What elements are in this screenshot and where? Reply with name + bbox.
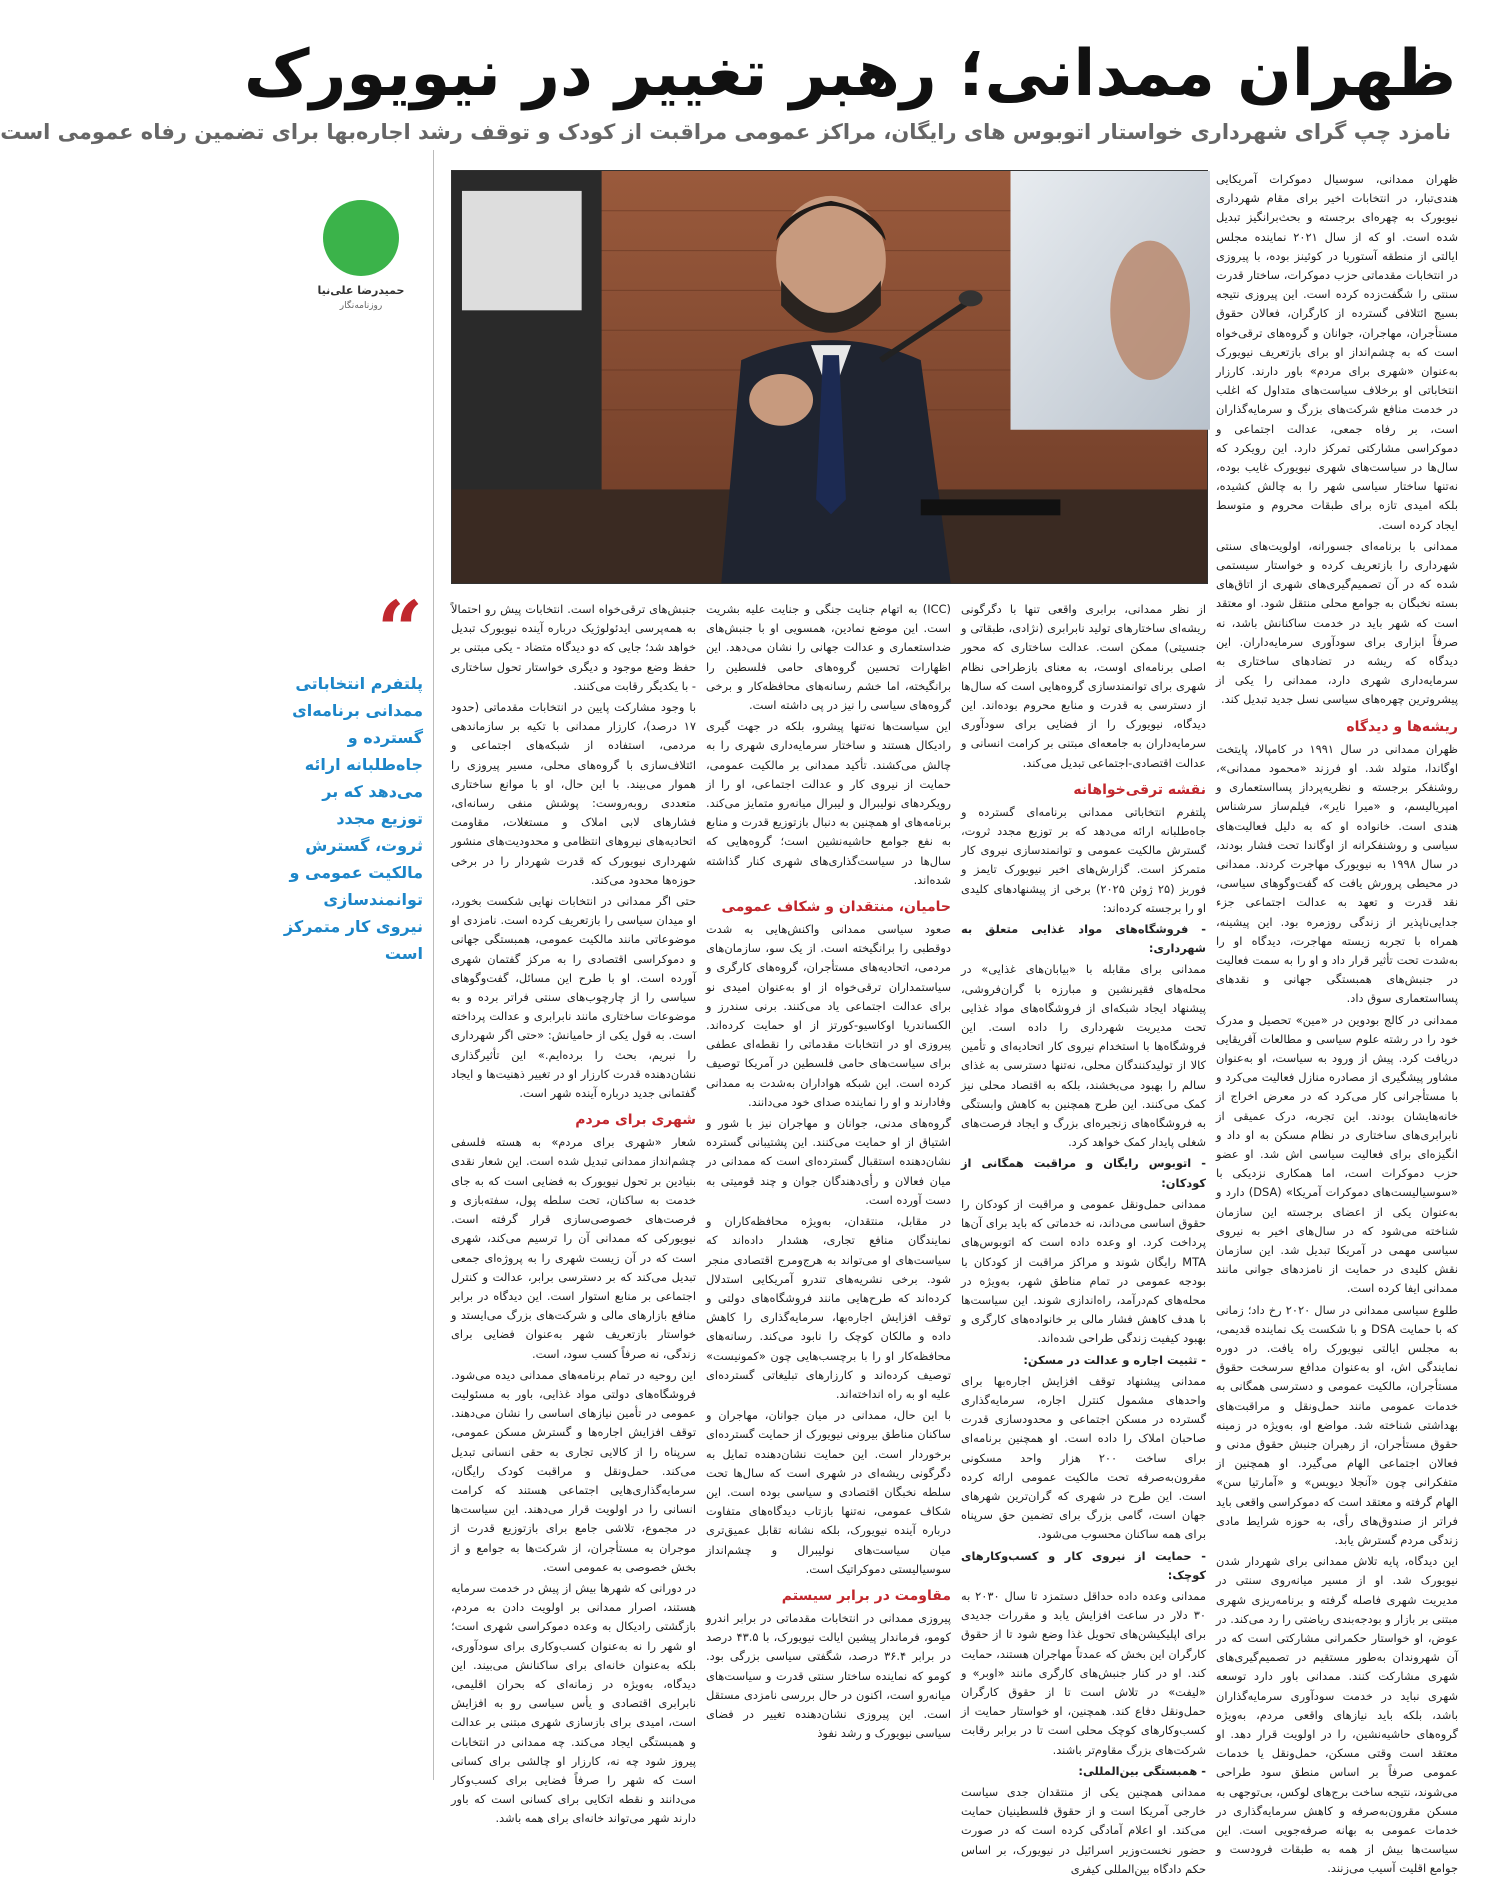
- photo-illustration: [452, 171, 1207, 583]
- paragraph: از نظر ممدانی، برابری واقعی تنها با دگرگونی ریشه‌ای ساختارهای تولید نابرابری (نژادی، طبقاتی و جنسیتی) ممکن است. عدالت ساختاری که محور اصلی برنامه‌ای اوست، به معنای بازطراحی نظام شهری برای توانمندسازی گروه‌هایی است که سال‌ها از دسترسی به قدرت و منابع محروم بوده‌اند. این دیدگاه، نیویورک را از فضایی برای سودآوری سرمایه‌داران به جامعه‌ای مبتنی بر کرامت انسانی و عدالت اقتصادی-اجتماعی تبدیل می‌کند.: [961, 602, 1206, 770]
- paragraph: شعار «شهری برای مردم» به هسته فلسفی چشم‌انداز ممدانی تبدیل شده است. این شعار نقدی بنیادین بر تحول نیویورک به فضایی است که به جای خدمت به ساکنان، تحت سلطه پول، سفته‌بازی و فرصت‌های خصوصی‌سازی قرار گرفته است. نیویورکی که ممدانی آن را ترسیم می‌کند، شهری است که در آن زیست شهری را به پروژه‌ای جمعی تبدیل می‌کند که بر دسترسی برابر، عدالت و کنترل اجتماعی بر منابع استوار است. این دیدگاه در برابر منافع بازارهای مالی و شرکت‌های بزرگ می‌ایستد و خواستار بازتعریف شهر به‌عنوان فضایی برای زندگی، نه صرفاً کسب سود، است.: [451, 1135, 696, 1361]
- author-role: روزنامه‌نگار: [339, 301, 383, 311]
- paragraph: ظهران ممدانی در سال ۱۹۹۱ در کامپالا، پایتخت اوگاندا، متولد شد. او فرزند «محمود ممدانی»، روشنفکر برجسته و نظریه‌پرداز پسااستعماری و امپریالیسم، و «میرا نایر»، فیلم‌ساز سرشناس هندی است. خانواده او که به دلیل فعالیت‌های سیاسی و روشنفکرانه از اوگاندا تحت فشار بودند، در سال ۱۹۹۸ به نیویورک مهاجرت کردند. ممدانی در محیطی پرورش یافت که گفت‌وگوهای سیاسی، نقد قدرت و تعهد به عدالت اجتماعی جزء جدایی‌ناپذیر از زندگی روزمره بود. این پیشینه، همراه با تجربه زیسته مهاجرت، دیدگاه او را به‌شدت تحت تأثیر قرار داد و او را به سمت فعالیت در جنبش‌های همبستگی جهانی و نقدهای پسااستعماری سوق داد.: [1216, 741, 1458, 1006]
- bullet-heading: - اتوبوس رایگان و مراقبت همگانی از کودکان:: [961, 1156, 1206, 1190]
- paragraph: با این حال، ممدانی در میان جوانان، مهاجران و ساکنان مناطق بیرونی نیویورک از حمایت گسترده‌ای برخوردار است. این حمایت نشان‌دهنده تمایل به دگرگونی ریشه‌ای در شهری است که سال‌ها تحت سلطه نخبگان اقتصادی و سیاسی بوده است. این شکاف عمومی، نه‌تنها بازتاب دیدگاه‌های متفاوت درباره آینده نیویورک، بلکه نشانه تقابل عمیق‌تری میان سیاست‌های نولیبرال و چشم‌انداز سوسیالیستی دموکراتیک است.: [706, 1408, 951, 1576]
- paragraph: ممدانی برای مقابله با «بیابان‌های غذایی» در محله‌های فقیرنشین و مبارزه با گران‌فروشی، پیشنهاد ایجاد شبکه‌ای از فروشگاه‌های مواد غذایی تحت مدیریت شهرداری را داده است. این فروشگاه‌ها با استخدام نیروی کار اتحادیه‌ای و تأمین کالا از تولیدکنندگان محلی، نه‌تنها دسترسی به غذای سالم را بهبود می‌بخشند، بلکه به اقتصاد محلی نیز کمک می‌کنند. این طرح همچنین به کاهش وابستگی به فروشگاه‌های زنجیره‌ای بزرگ و ایجاد فرصت‌های شغلی پایدار کمک خواهد کرد.: [961, 962, 1206, 1150]
- bullet-heading: - حمایت از نیروی کار و کسب‌وکارهای کوچک:: [961, 1548, 1206, 1582]
- article-column-1: [1216, 170, 1458, 1876]
- bullet-heading: - فروشگاه‌های مواد غذایی متعلق به شهرداری:: [961, 922, 1206, 956]
- author-avatar: [323, 200, 399, 276]
- paragraph: صعود سیاسی ممدانی واکنش‌هایی به شدت دوقطبی را برانگیخته است. از یک سو، سازمان‌های مردمی، اتحادیه‌های مستأجران، گروه‌های کارگری و سیاستمداران ترقی‌خواه از او به‌عنوان امیدی نو برای عدالت اجتماعی یاد می‌کنند. برنی سندرز و الکساندریا اوکاسیو-کورتز از او حمایت کرده‌اند. پیروزی او در انتخابات مقدماتی را نقطه‌ای عطفی برای سیاست‌های حامی فلسطین در آمریکا توصیف کرده است. این شبکه هواداران به‌شدت به ممدانی وفادارند و او را نماینده صدای خود می‌دانند.: [706, 922, 951, 1109]
- pull-quote-text: پلتفرم انتخاباتی ممدانی برنامه‌ای گسترده و جاه‌طلبانه ارائه می‌دهد که بر توزیع مجدد ثروت، گسترش مالکیت عمومی و توانمندسازی نیروی کار متمرکز است: [283, 674, 423, 963]
- paragraph: حتی اگر ممدانی در انتخابات نهایی شکست بخورد، او میدان سیاسی را بازتعریف کرده است. نامزدی او موضوعاتی مانند مالکیت عمومی، همبستگی جهانی و دموکراسی اقتصادی را به مرکز گفتمان شهری آورده است. او با طرح این مسائل، گفت‌وگوهای سیاسی را از چارچوب‌های سنتی فراتر برده و به موضوعات ساختاری مانند نابرابری و عدالت پرداخته است. به قول یکی از حامیانش: «حتی اگر شهرداری را نبریم، بحث را برده‌ایم.» این تأثیرگذاری نشان‌دهنده قدرت کارزار او در تغییر ذهنیت‌ها و ایجاد گفتمانی جدید درباره آینده شهر است.: [451, 894, 696, 1101]
- bullet-heading: - همبستگی بین‌المللی:: [1078, 1763, 1206, 1778]
- quote-mark-icon: “: [376, 583, 423, 677]
- paragraph: در مقابل، منتقدان، به‌ویژه محافظه‌کاران و نمایندگان منافع تجاری، هشدار داده‌اند که سیاست‌های او می‌تواند به هرج‌ومرج اقتصادی منجر شود. برخی نشریه‌های تندرو آمریکایی استدلال کرده‌اند که طرح‌هایی مانند فروشگاه‌های دولتی و توقف افزایش اجاره‌بها، سرمایه‌گذاری را کاهش داده و مالکان کوچک را نابود می‌کند. رسانه‌های محافظه‌کار او را با برچسب‌هایی چون «کمونیست» توصیف کرده‌اند و کارزارهای تبلیغاتی گسترده‌ای علیه او به راه انداخته‌اند.: [706, 1214, 951, 1401]
- paragraph: با وجود مشارکت پایین در انتخابات مقدماتی (حدود ۱۷ درصد)، کارزار ممدانی با تکیه بر سازماندهی مردمی، استفاده از شبکه‌های اجتماعی و ائتلاف‌سازی با گروه‌های محلی، مسیر پیروزی را هموار می‌بیند. با این حال، او با موانع ساختاری متعددی روبه‌روست: پوشش منفی رسانه‌ای، فشارهای لابی املاک و مستغلات، مقاومت اتحادیه‌های نیروهای انتظامی و محدودیت‌های منشور شهرداری نیویورک که قدرت شهردار را در برخی حوزه‌ها محدود می‌کند.: [451, 700, 696, 887]
- paragraph: ممدانی حمل‌ونقل عمومی و مراقبت از کودکان را حقوق اساسی می‌داند، نه خدماتی که باید برای آن‌ها پرداخت کرد. او وعده داده است که اتوبوس‌های MTA رایگان شوند و مراکز مراقبت از کودکان با بودجه عمومی در تمام مناطق شهر، به‌ویژه در محله‌های کم‌درآمد، راه‌اندازی شوند. این سیاست‌ها با هدف کاهش فشار مالی بر خانواده‌های کارگری و بهبود کیفیت زندگی طراحی شده‌اند.: [961, 1196, 1206, 1346]
- paragraph: گروه‌های مدنی، جوانان و مهاجران نیز با شور و اشتیاق از او حمایت می‌کنند. این پشتیبانی گسترده نشان‌دهنده استقبال گسترده‌ای است که ممدانی در میان فعالان و رأی‌دهندگان جوان و چند قومیتی به دست آورده است.: [706, 1116, 951, 1207]
- article-column-4: [451, 600, 696, 1826]
- section-heading-roots: ریشه‌ها و دیدگاه: [1346, 718, 1458, 735]
- paragraph: ممدانی پیشنهاد توقف افزایش اجاره‌بها برای واحدهای مشمول کنترل اجاره، سرمایه‌گذاری گسترده در مسکن اجتماعی و محدودسازی قدرت صاحبان املاک را داده است. او همچنین برنامه‌ای برای ساخت ۲۰۰ هزار واحد مسکونی مقرون‌به‌صرفه تحت مالکیت عمومی ارائه کرده است. این طرح در شهری که گران‌ترین شهرهای جهان است، گامی بزرگ برای تضمین حق سرپناه برای همه ساکنان محسوب می‌شود.: [961, 1373, 1206, 1542]
- paragraph: ظهران ممدانی، سوسیال دموکرات آمریکایی هندی‌تبار، در انتخابات اخیر برای مقام شهرداری نیویورک به چهره‌ای برجسته و بحث‌برانگیز تبدیل شده است. او که از سال ۲۰۲۱ نماینده مجلس ایالتی از منطقه آستوریا در کوئینز بوده، با پیروزی در انتخابات مقدماتی حزب دموکرات، ساختار قدرت سنتی را شگفت‌زده کرده است. این پیروزی نتیجه بسیج ائتلافی گسترده از کارگران، فعالان حقوق مستأجران، مهاجران، جوانان و گروه‌های ترقی‌خواه است که به چشم‌انداز او برای بازتعریف نیویورک به‌عنوان «شهری برای مردم» باور دارند. کارزار انتخاباتی او برخلاف سیاست‌های متداول که اغلب در خدمت منافع شرکت‌های بزرگ و سرمایه‌گذاران است، بر رفاه جمعی، عدالت اجتماعی و دموکراسی مشارکتی تمرکز دارد. این رویکرد که سال‌ها در سیاست‌های شهری نیویورک غایب بوده، نه‌تنها ساختار سیاسی شهر را به چالش کشیده، بلکه امیدی تازه برای طبقات محروم و متوسط ایجاد کرده است.: [1216, 172, 1458, 532]
- paragraph: در دورانی که شهرها بیش از پیش در خدمت سرمایه هستند، اصرار ممدانی بر اولویت دادن به مردم، بازگشتی رادیکال به وعده دموکراسی شهری است؛ او شهر را نه به‌عنوان کسب‌وکاری برای سودآوری، بلکه به‌عنوان خانه‌ای برای ساکنانش می‌بیند. این دیدگاه، به‌ویژه در زمانه‌ای که بحران اقلیمی، نابرابری اقتصادی و یأس سیاسی رو به افزایش است، امیدی برای بازسازی شهری مبتنی بر عدالت و همبستگی ایجاد می‌کند. چه ممدانی در انتخابات پیروز شود چه نه، کارزار او چالشی برای کسانی است که شهر را صرفاً فضایی برای کسب‌وکار می‌دانند و نقطه اتکایی برای کسانی است که باور دارند شهر می‌تواند خانه‌ای برای همه باشد.: [451, 1580, 696, 1826]
- headline: ظهران ممدانی؛ رهبر تغییر در نیویورک: [244, 37, 1456, 111]
- bullet-heading: - تثبیت اجاره و عدالت در مسکن:: [1023, 1352, 1206, 1367]
- paragraph: طلوع سیاسی ممدانی در سال ۲۰۲۰ رخ داد؛ زمانی که با حمایت DSA و با شکست یک نماینده قدیمی، به مجلس ایالتی نیویورک راه یافت. در دوره نمایندگی اش، او به‌عنوان مدافع سرسخت حقوق مستأجران، مالکیت عمومی و دسترسی همگانی به خدمات عمومی مانند حمل‌ونقل و مراقبت‌های بهداشتی شناخته شد. مواضع او، به‌ویژه در زمینه حقوق مستأجران، از رهبران جنبش حقوق مدنی و فعالان اجتماعی الهام می‌گیرد. او همچنین از متفکرانی چون «آنجلا دیویس» و «آمارتیا سن» الهام گرفته و معتقد است که دموکراسی واقعی باید فراتر از صندوق‌های رأی، به حوزه شرایط مادی زندگی مردم گسترش یابد.: [1216, 1302, 1458, 1548]
- author-name: حمیدرضا علی‌نیا: [317, 284, 405, 297]
- paragraph: ممدانی وعده داده حداقل دستمزد تا سال ۲۰۳۰ به ۳۰ دلار در ساعت افزایش یابد و مقررات جدیدی برای اپلیکیشن‌های تحویل غذا وضع شود تا از حقوق کارگران این بخش که عمدتاً مهاجران هستند، حمایت کند. او در کنار جنبش‌های کارگری مانند «اوبر» و «لیفت» در تلاش است تا از حقوق کارگران حمل‌ونقل دفاع کند. همچنین، او خواستار حمایت از کسب‌وکارهای کوچک محلی است تا در برابر رقابت شرکت‌های بزرگ مقاوم‌تر باشند.: [961, 1588, 1206, 1757]
- subhead: نامزد چپ گرای شهرداری خواستار اتوبوس های رایگان، مراکز عمومی مراقبت از کودک و توقف رشد اجاره‌بها برای تضمین رفاه عمومی است: [0, 120, 1451, 144]
- paragraph: ممدانی با برنامه‌ای جسورانه، اولویت‌های سنتی شهرداری را بازتعریف کرده و خواستار سیستمی شده که در آن تصمیم‌گیری‌های شهری از اتاق‌های بسته نخبگان به جوامع محلی منتقل شود. او معتقد است که شهر باید در خدمت ساکنانش باشد، نه صرفاً ابزاری برای سودآوری سرمایه‌داران. این دیدگاه که ریشه در تضادهای ساختاری به سرمایه‌داری شهری دارد، ممدانی را یکی از پیشروترین چهره‌های سیاسی نسل جدید تبدیل کند.: [1216, 538, 1458, 707]
- column-divider: [433, 150, 434, 1780]
- paragraph: این دیدگاه، پایه تلاش ممدانی برای شهردار شدن نیویورک شد. او از مسیر میانه‌روی سنتی در مدیریت شهری فاصله گرفته و برنامه‌ریزی شهری مبتنی بر بازار و بودجه‌بندی ریاضتی را رد می‌کند. در عوض، او خواستار حکمرانی مشارکتی است که در آن شهروندان به‌طور مستقیم در تصمیم‌گیری‌های شهری مشارکت کنند. ممدانی باور دارد توسعه شهری نباید در خدمت سودآوری سرمایه‌گذاران باشد، بلکه باید نیازهای واقعی مردم، به‌ویژه گروه‌های حاشیه‌نشین، را در اولویت قرار دهد. او معتقد است وقتی مسکن، حمل‌ونقل یا خدمات عمومی صرفاً بر اساس منطق سود طراحی می‌شوند، نتیجه ساخت برج‌های لوکس، بی‌توجهی به مسکن مقرون‌به‌صرفه و کاهش سرمایه‌گذاری در خدمات عمومی به بهانه صرفه‌جویی است. این سیاست‌ها بیش از همه به طبقات فرودست و جوامع اقلیت آسیب می‌زنند.: [1216, 1554, 1458, 1876]
- paragraph: این روحیه در تمام برنامه‌های ممدانی دیده می‌شود. فروشگاه‌های دولتی مواد غذایی، باور به مسئولیت عمومی در تأمین نیازهای اساسی را نشان می‌دهند. توقف افزایش اجاره‌ها و گسترش مسکن عمومی، سرپناه را از کالایی تجاری به حقی انسانی تبدیل می‌کند. حمل‌ونقل و مراقبت کودک رایگان، سرمایه‌گذاری‌هایی اجتماعی هستند که کرامت انسانی را در اولویت قرار می‌دهند. این سیاست‌ها در مجموع، تلاشی جامع برای بازتوزیع قدرت از موجران به مستأجران، از شرکت‌ها به جوامع و از بخش خصوصی به عمومی است.: [451, 1367, 696, 1574]
- article-column-3: [706, 600, 951, 1770]
- section-heading-city-for-people: شهری برای مردم: [575, 1112, 696, 1129]
- paragraph: جنبش‌های ترقی‌خواه است. انتخابات پیش رو احتمالاً به همه‌پرسی ایدئولوژیک درباره آینده نیویورک تبدیل خواهد شد؛ جایی که دو دیدگاه متضاد - یکی مبتنی بر حفظ وضع موجود و دیگری خواستار تحول ساختاری - با یکدیگر رقابت می‌کنند.: [451, 602, 696, 693]
- paragraph: این سیاست‌ها نه‌تنها پیشرو، بلکه در جهت گیری رادیکال هستند و ساختار سرمایه‌داری شهری را به چالش می‌کشند. تأکید ممدانی بر مالکیت عمومی، حمایت از نیروی کار و عدالت اجتماعی، او را از رویکردهای نولیبرال و لیبرال میانه‌رو متمایز می‌کند. برنامه‌های او همچنین به دنبال بازتوزیع قدرت و منابع به نفع جوامع حاشیه‌نشین است؛ گروه‌هایی که سال‌ها در سیاست‌گذاری‌های شهری کنار گذاشته شده‌اند.: [706, 719, 951, 887]
- paragraph: پلتفرم انتخاباتی ممدانی برنامه‌ای گسترده و جاه‌طلبانه ارائه می‌دهد که بر توزیع مجدد ثروت، گسترش مالکیت عمومی و توانمندسازی نیروی کار متمرکز است. گزارش‌های اخیر نیویورک تایمز و فوربز (۲۵ ژوئن ۲۰۲۵) برخی از پیشنهادهای کلیدی او را برجسته کرده‌اند:: [961, 804, 1206, 915]
- paragraph: ممدانی در کالج بودوین در «مین» تحصیل و مدرک خود را در رشته علوم سیاسی و مطالعات آفریقایی دریافت کرد. پیش از ورود به سیاست، او به‌عنوان مشاور پیشگیری از مصادره منازل فعالیت می‌کرد و با مستأجرانی کار می‌کرد که در معرض اخراج از خانه‌هایشان بودند. این تجربه، درک عمیقی از نابرابری‌های ساختاری در نظام مسکن به او داد و انگیزه‌ای برای فعالیت سیاسی اش شد. او عضو حزب دموکرات است، اما همکاری نزدیکی با «سوسیالیست‌های دموکرات آمریکا» (DSA) دارد و به‌عنوان یکی از اعضای برجسته این سازمان شناخته می‌شود که در سال‌های اخیر به نیروی سیاسی مهمی در آمریکا تبدیل شد. این سازمان نقش کلیدی در حمایت از نامزدهای جوانی مانند ممدانی ایفا کرده است.: [1216, 1012, 1458, 1296]
- paragraph: (ICC) به اتهام جنایت جنگی و جنایت علیه بشریت است. این موضع نمادین، همسویی او با جنبش‌های ضداستعماری و عدالت جهانی را نشان می‌دهد. این اظهارات تحسین گروه‌های حامی فلسطین را برانگیخته، اما خشم رسانه‌های محافظه‌کار و برخی گروه‌های سیاسی را نیز در پی داشته است.: [706, 602, 951, 713]
- paragraph: ممدانی همچنین یکی از منتقدان جدی سیاست خارجی آمریکا است و از حقوق فلسطینیان حمایت می‌کند. او اعلام آمادگی کرده است که در صورت حضور نخست‌وزیر اسرائیل در نیویورک، بر اساس حکم دادگاه بین‌المللی کیفری: [961, 1784, 1206, 1876]
- section-heading-resistance: مقاومت در برابر سیستم: [781, 1587, 951, 1604]
- pull-quote: [283, 583, 423, 963]
- author-box: [316, 200, 406, 340]
- section-heading-supporters: حامیان، منتقدان و شکاف عمومی: [721, 899, 951, 916]
- section-heading-progressive-map: نقشه ترقی‌خواهانه: [1073, 781, 1206, 798]
- article-column-2: [961, 600, 1206, 1876]
- paragraph: پیروزی ممدانی در انتخابات مقدماتی در برابر اندرو کومو، فرماندار پیشین ایالت نیویورک، با ۴۳.۵ درصد در برابر ۳۶.۴ درصد، شگفتی سیاسی بزرگی بود. کومو که نماینده ساختار سنتی قدرت و سیاست‌های میانه‌رو است، اکنون در حال بررسی نامزدی مستقل است. این پیروزی نشان‌دهنده تغییر در فضای سیاسی نیویورک و رشد نفوذ: [706, 1610, 951, 1741]
- main-photo: [451, 170, 1208, 584]
